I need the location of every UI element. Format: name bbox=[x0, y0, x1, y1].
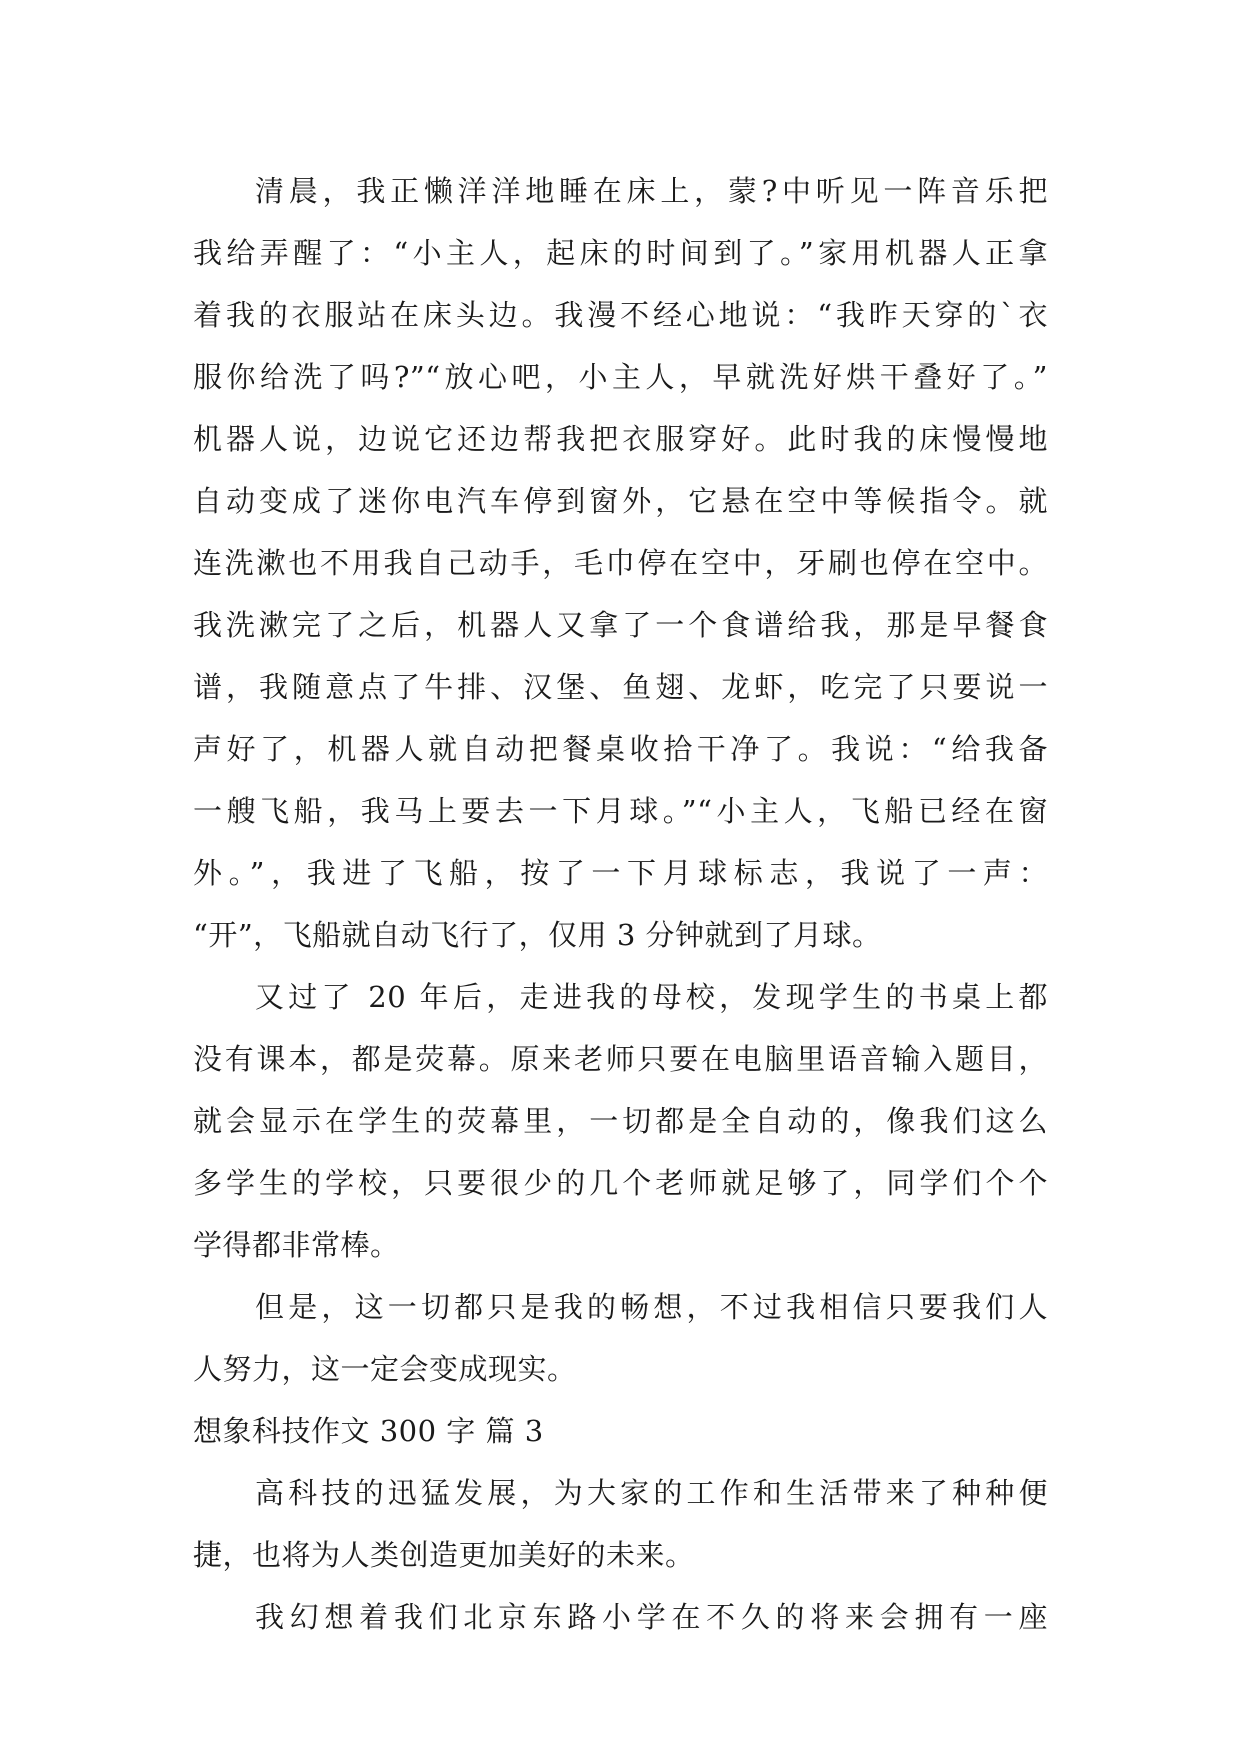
text-line: 没有课本，都是荧幕。原来老师只要在电脑里语音输入题目， bbox=[193, 1042, 1048, 1076]
text-line: 一艘飞船，我马上要去一下月球。”“小主人，飞船已经在窗 bbox=[193, 794, 1048, 828]
text-line: 着我的衣服站在床头边。我漫不经心地说：“我昨天穿的`衣 bbox=[193, 298, 1048, 332]
text-line: 学得都非常棒。 bbox=[193, 1228, 400, 1262]
text-line: “开”，飞船就自动飞行了，仅用 3 分钟就到了月球。 bbox=[193, 918, 882, 952]
text-line: 服你给洗了吗?”“放心吧，小主人，早就洗好烘干叠好了。” bbox=[193, 360, 1048, 394]
text-line: 多学生的学校，只要很少的几个老师就足够了，同学们个个 bbox=[193, 1166, 1048, 1200]
text-line: 清晨，我正懒洋洋地睡在床上，蒙?中听见一阵音乐把 bbox=[255, 174, 1048, 208]
text-line: 我洗漱完了之后，机器人又拿了一个食谱给我，那是早餐食 bbox=[193, 608, 1048, 642]
text-line: 捷，也将为人类创造更加美好的未来。 bbox=[193, 1538, 695, 1572]
section-heading: 想象科技作文 300 字 篇 3 bbox=[193, 1414, 544, 1448]
text-line: 人努力，这一定会变成现实。 bbox=[193, 1352, 577, 1386]
text-line: 就会显示在学生的荧幕里，一切都是全自动的，像我们这么 bbox=[193, 1104, 1048, 1138]
text-line: 但是，这一切都只是我的畅想，不过我相信只要我们人 bbox=[255, 1290, 1048, 1324]
text-line: 高科技的迅猛发展，为大家的工作和生活带来了种种便 bbox=[255, 1476, 1048, 1510]
text-line: 谱，我随意点了牛排、汉堡、鱼翅、龙虾，吃完了只要说一 bbox=[193, 670, 1048, 704]
text-line: 自动变成了迷你电汽车停到窗外，它悬在空中等候指令。就 bbox=[193, 484, 1048, 518]
text-line: 机器人说，边说它还边帮我把衣服穿好。此时我的床慢慢地 bbox=[193, 422, 1048, 456]
essay-body bbox=[193, 160, 1048, 1648]
text-line: 我给弄醒了：“小主人，起床的时间到了。”家用机器人正拿 bbox=[193, 236, 1048, 270]
text-line: 声好了，机器人就自动把餐桌收拾干净了。我说：“给我备 bbox=[193, 732, 1048, 766]
text-line: 外。”，我进了飞船，按了一下月球标志，我说了一声： bbox=[193, 856, 1048, 890]
text-line: 连洗漱也不用我自己动手，毛巾停在空中，牙刷也停在空中。 bbox=[193, 546, 1048, 580]
text-line: 我幻想着我们北京东路小学在不久的将来会拥有一座 bbox=[255, 1600, 1048, 1634]
text-line: 又过了 20 年后，走进我的母校，发现学生的书桌上都 bbox=[255, 980, 1048, 1014]
